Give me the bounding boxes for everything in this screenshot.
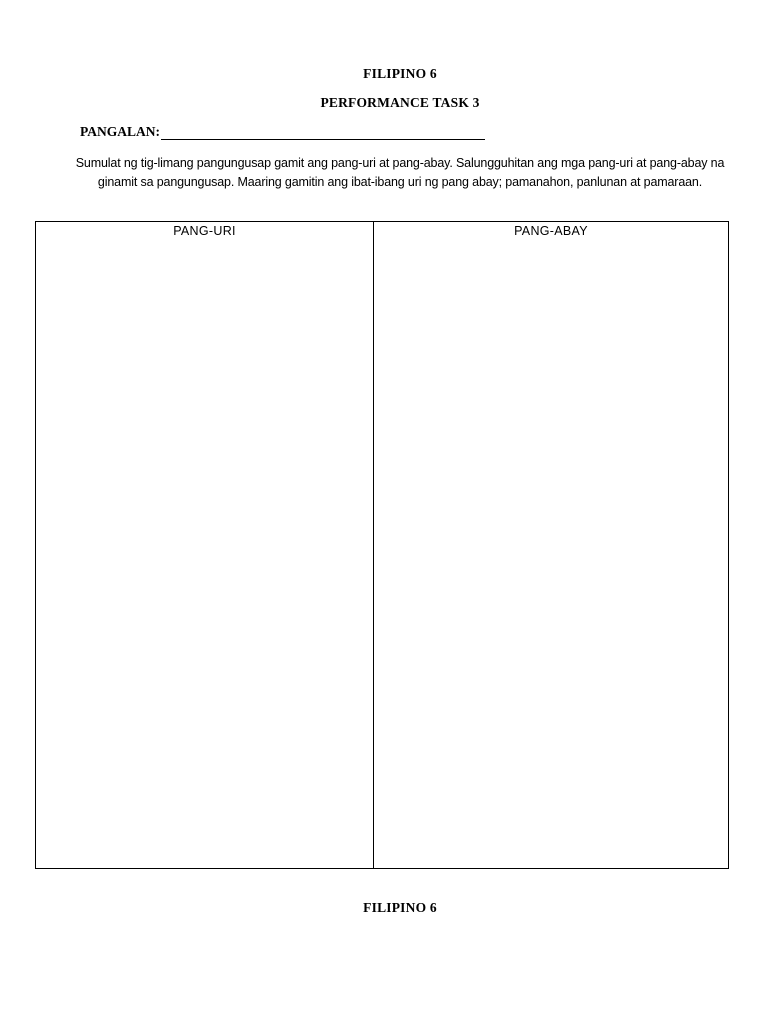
name-field — [80, 124, 485, 140]
name-blank-line[interactable] — [161, 125, 485, 140]
instructions-paragraph: Sumulat ng tig-limang pangungusap gamit ang pang-uri at pang-abay. Salungguhitan ang mga pang-uri at pang-abay na ginamit sa pangungusap. Maaring gamitin ang ibat-ibang uri ng pang abay; pamanahon, panlunan at pamaraan. — [75, 156, 725, 189]
column-header-pang-abay: PANG-ABAY — [514, 224, 588, 238]
pang-abay-column[interactable] — [374, 222, 728, 868]
column-header-pang-uri: PANG-URI — [173, 224, 236, 238]
footer-subject-title: FILIPINO 6 — [363, 900, 437, 915]
subject-title: FILIPINO 6 — [363, 66, 437, 81]
task-title: PERFORMANCE TASK 3 — [320, 95, 480, 110]
pang-uri-column[interactable] — [36, 222, 374, 868]
answer-table — [35, 221, 729, 869]
name-label: PANGALAN: — [80, 124, 160, 139]
